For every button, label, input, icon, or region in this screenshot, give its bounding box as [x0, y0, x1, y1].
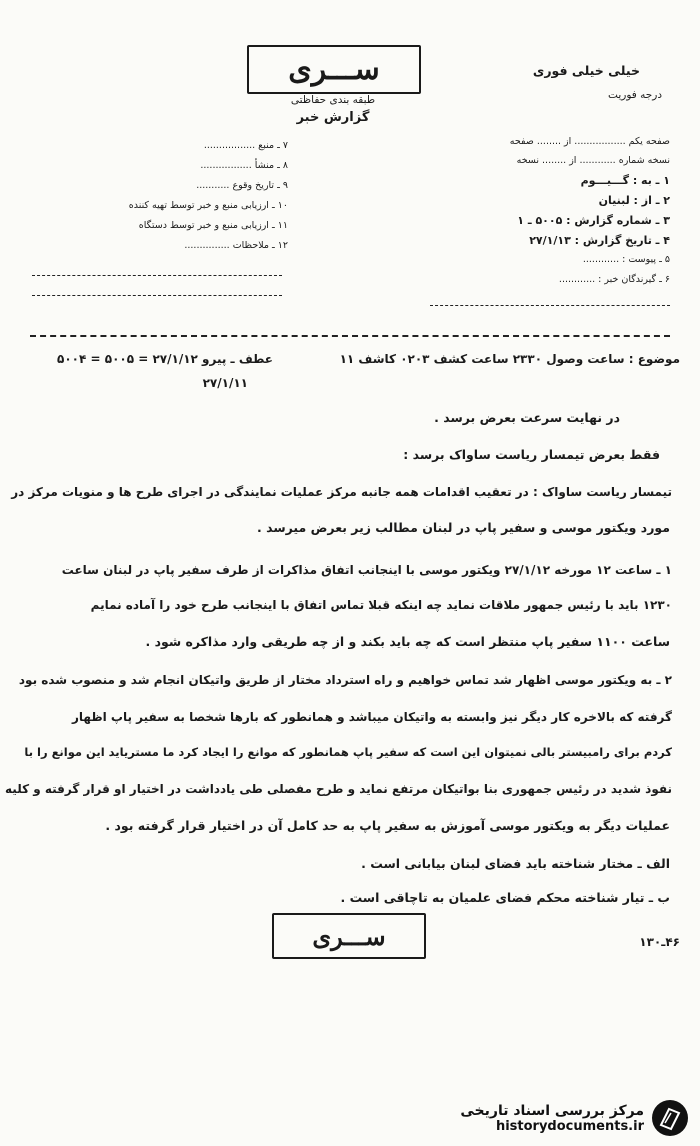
reference-date: ۲۷/۱/۱۱	[202, 376, 248, 390]
urgency-value: خیلی خیلی فوری	[532, 63, 640, 78]
blank-line	[430, 305, 670, 306]
archive-watermark	[460, 1100, 688, 1136]
body-paragraph-line: ۱ ـ ساعت ۱۲ مورخه ۲۷/۱/۱۲ ویکتور موسی با اینجانب اتفاق مذاکرات از طرف سفیر پاپ در لبنان ساعت	[61, 563, 672, 577]
field-from: ۲ ـ از : لبنیان	[598, 194, 670, 207]
page-code: ۴۶ـ۱۳۰	[639, 935, 680, 949]
body-paragraph-line: ساعت ۱۱۰۰ سفیر پاپ منتظر است که چه باید بکند و از چه طریقی وارد مذاکره شود .	[145, 634, 670, 649]
body-paragraph-line: تیمسار ریاست ساواک : در تعقیب اقدامات همه جانبه مرکز عملیات نمایندگی در اجرای طرح ها و منویات مرکز در	[11, 485, 672, 499]
right-field-list	[430, 136, 670, 294]
body-paragraph-line: ۱۲۳۰ باید با رئیس جمهور ملاقات نماید چه اینکه قبلا تماس اتفاق با اینجانب طرح خود را آماده نمایم	[90, 598, 672, 612]
archive-name: مرکز بررسی اسناد تاریخی	[460, 1102, 644, 1119]
field-remarks: ۱۲ ـ ملاحظات ...............	[184, 240, 288, 251]
body-paragraph-line: نفوذ شدید در رئیس جمهوری بنا بواتیکان مرتفع نماید و طرح مفصلی طی یادداشت در اختیار او قرار گرفته و کلیه	[5, 782, 672, 796]
blank-line	[32, 295, 282, 296]
field-copy: نسخه شماره ............ از ........ نسخه	[516, 155, 670, 166]
body-line-addressee: فقط بعرض تیمسار ریاست ساواک برسد :	[403, 447, 660, 462]
classification-note: طبقه بندی حفاظتی	[290, 94, 376, 106]
body-paragraph-line: ۲ ـ به ویکتور موسی اظهار شد تماس خواهیم و راه استرداد مختار از طریق واتیکان انجام شد و منصوب شده بود	[18, 673, 672, 687]
report-title: گزارش خبر	[296, 110, 370, 125]
body-item-a: الف ـ مختار شناخته باید فضای لبنان بیابانی است .	[361, 856, 670, 871]
archive-site: historydocuments.ir	[495, 1118, 644, 1134]
field-report-date: ۴ ـ تاریخ گزارش : ۲۷/۱/۱۳	[529, 234, 670, 247]
body-paragraph-line: کردم برای رامبیستر بالی نمیتوان این است که سفیر پاپ همانطور که موانع را ایجاد کرد ما مستریاید این موانع را با	[24, 745, 672, 759]
field-to: ۱ ـ به : گـــیـــوم	[580, 174, 670, 187]
body-paragraph-line: عملیات دیگر به ویکتور موسی آموزش به سفیر پاپ به حد کامل آن در اختیار قرار گرفته بود .	[105, 818, 670, 833]
field-source: ۷ ـ منبع .................	[203, 140, 288, 151]
field-report-number: ۳ ـ شماره گزارش : ۵۰۰۵ ـ ۱	[517, 214, 670, 227]
urgency-label: درجه فوریت	[608, 89, 662, 101]
field-origin: ۸ ـ منشأ .................	[200, 160, 288, 171]
archive-logo-icon	[652, 1100, 688, 1136]
reference-line: عطف ـ پیرو ۲۷/۱/۱۲ = ۵۰۰۵ = ۵۰۰۴	[57, 352, 273, 366]
body-item-b: ب ـ تیار شناخته محکم فضای علمیان به تاچاقی است .	[340, 890, 670, 905]
left-field-list	[38, 140, 288, 260]
secret-stamp-bottom: ســـری	[272, 913, 426, 959]
secret-stamp-top: ســـری	[247, 45, 421, 94]
field-eval-agency: ۱۱ ـ ارزیابی منبع و خبر توسط دستگاه	[138, 220, 288, 231]
field-page: صفحه یکم ................. از ........ صفحه	[509, 136, 670, 147]
blank-line	[32, 275, 282, 276]
field-eval-preparer: ۱۰ ـ ارزیابی منبع و خبر توسط تهیه کننده	[128, 200, 288, 211]
body-paragraph-line: گرفته که بالاخره کار دیگر نیز وابسته به واتیکان میباشد و همانطور که بارها شخصا به سفیر پاپ اظهار	[71, 710, 672, 724]
body-line-urgent: در نهایت سرعت بعرض برسد .	[434, 410, 620, 425]
field-recipients: ۶ ـ گیرندگان خبر : ............	[558, 274, 670, 285]
field-attachment: ۵ ـ پیوست : ............	[582, 254, 670, 265]
subject-line: موضوع : ساعت وصول ۲۳۳۰ ساعت کشف ۰۲۰۳ کاشف ۱۱	[339, 352, 680, 366]
body-paragraph-line: مورد ویکتور موسی و سفیر پاپ در لبنان مطالب زیر بعرض میرسد .	[257, 520, 670, 535]
field-event-date: ۹ ـ تاریخ وقوع ...........	[196, 180, 288, 191]
header-divider	[30, 335, 670, 337]
